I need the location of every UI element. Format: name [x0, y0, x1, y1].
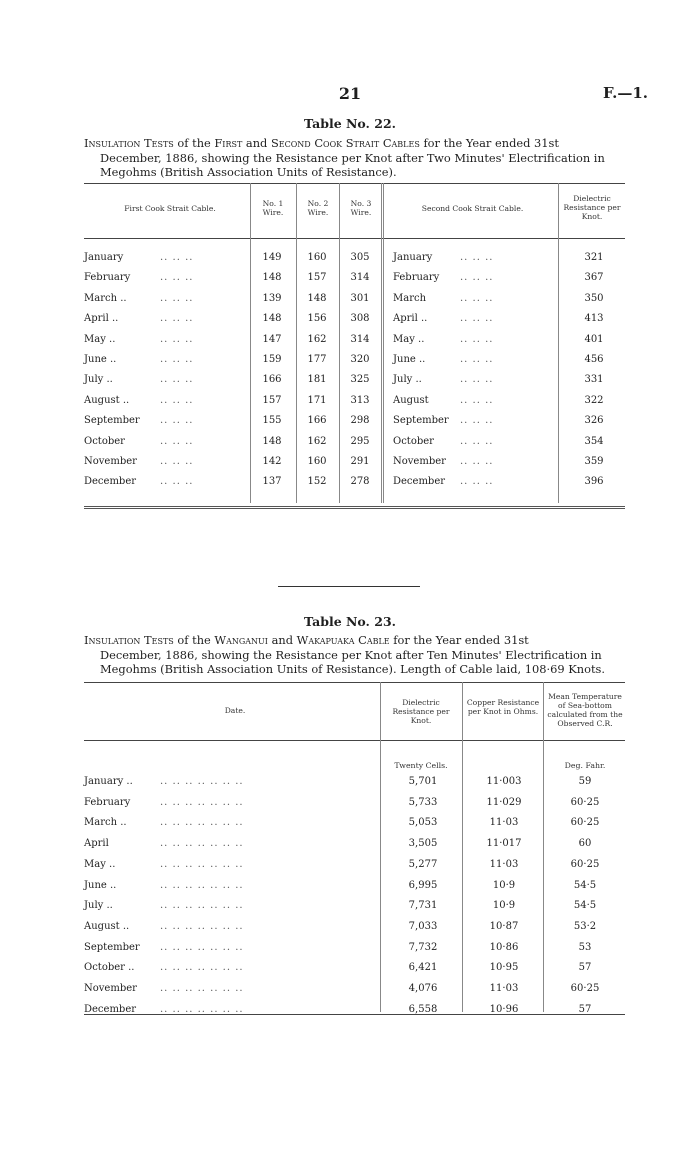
wire3-value: 305	[350, 252, 370, 263]
caption-part: and	[267, 633, 297, 647]
leaders: .. .. ..	[160, 456, 194, 467]
month: October	[393, 435, 434, 447]
table22-top-rule	[84, 183, 625, 184]
table23-bottom-rule	[84, 1014, 625, 1015]
table-row	[84, 838, 625, 858]
month: September	[393, 415, 449, 427]
leaders: .. .. .. .. .. .. ..	[160, 983, 244, 994]
copper-value: 10·86	[489, 941, 519, 953]
table-row	[84, 293, 625, 313]
leaders: .. .. .. .. .. .. ..	[160, 920, 244, 932]
copper-value: 11·003	[486, 776, 522, 787]
copper-value: 10·96	[489, 1003, 519, 1015]
month: March	[393, 292, 427, 304]
leaders: .. .. .. .. .. .. ..	[160, 838, 244, 850]
leaders: .. .. .. .. .. .. ..	[160, 858, 244, 870]
temp-value: 60·25	[570, 983, 600, 994]
month: October ..	[84, 962, 135, 974]
caption-part: First	[214, 136, 243, 150]
month: July ..	[84, 374, 113, 386]
month: January	[84, 252, 124, 263]
month: May ..	[393, 333, 425, 345]
wire2-value: 156	[307, 313, 327, 325]
temp-value: 60·25	[570, 858, 600, 870]
table23-header-temp: Mean Temperature of Sea-bottom calculated from the Observed C.R.	[547, 692, 623, 728]
leaders: .. .. ..	[460, 292, 494, 304]
table22-header-wire1: No. 1 Wire.	[262, 199, 284, 217]
month: September	[84, 415, 140, 427]
section-separator	[278, 586, 420, 587]
dielectric-value: 4,076	[408, 983, 438, 994]
month: August ..	[84, 920, 130, 932]
leaders: .. .. ..	[460, 415, 494, 427]
temp-value: 54·5	[573, 900, 597, 912]
month: June ..	[84, 879, 117, 891]
dielectric-value: 3,505	[408, 838, 438, 850]
wire2-value: 157	[307, 272, 327, 284]
month: March ..	[84, 292, 127, 304]
caption-part: Wakapuaka Cable	[296, 633, 390, 647]
table23-caption	[84, 633, 625, 677]
table-row	[84, 334, 625, 354]
leaders: .. .. ..	[460, 272, 494, 284]
table22-header-first: First Cook Strait Cable.	[124, 204, 216, 213]
table22-caption	[84, 136, 625, 180]
caption-part: Insulation Tests	[84, 136, 174, 150]
table-row	[84, 374, 625, 394]
table-row	[84, 797, 625, 817]
month: November	[84, 983, 137, 994]
leaders: .. .. .. .. .. .. ..	[160, 1003, 244, 1015]
caption-line: December, 1886, showing the Resistance per Knot after Two Minutes' Electrification in	[100, 150, 605, 165]
caption-line: Megohms (British Association Units of Resistance).	[100, 165, 397, 179]
table23-title: Table No. 23.	[304, 614, 396, 629]
table-row	[84, 817, 625, 837]
month: August	[393, 394, 429, 406]
temp-value: 60	[578, 838, 592, 850]
table23-header-date: Date.	[224, 706, 246, 715]
wire3-value: 278	[350, 476, 370, 488]
leaders: .. .. ..	[460, 354, 494, 365]
wire3-value: 314	[350, 272, 370, 284]
leaders: .. .. ..	[460, 313, 494, 325]
dielectric-value: 7,033	[408, 920, 438, 932]
table-row	[84, 900, 625, 920]
wire1-value: 149	[262, 252, 282, 263]
month: November	[84, 456, 137, 467]
dielectric-value: 6,995	[408, 879, 438, 891]
month: March ..	[84, 817, 127, 829]
caption-line: December, 1886, showing the Resistance per Knot after Ten Minutes' Electrification in	[100, 647, 602, 662]
copper-value: 10·9	[492, 900, 516, 912]
leaders: .. .. ..	[160, 333, 194, 345]
leaders: .. .. .. .. .. .. ..	[160, 776, 244, 787]
dielectric-value: 413	[584, 313, 604, 325]
month: September	[84, 941, 140, 953]
table22-header-wire2: No. 2 Wire.	[307, 199, 329, 217]
month: February	[84, 272, 131, 284]
month: April	[84, 838, 109, 850]
dielectric-value: 401	[584, 333, 604, 345]
table23-header-copper: Copper Resistance per Knot in Ohms.	[466, 698, 540, 716]
wire1-value: 159	[262, 354, 282, 365]
table-row	[84, 942, 625, 962]
wire2-value: 162	[307, 435, 327, 447]
wire3-value: 308	[350, 313, 370, 325]
temp-value: 57	[578, 1003, 592, 1015]
leaders: .. .. ..	[160, 354, 194, 365]
table-row	[84, 354, 625, 374]
leaders: .. .. ..	[160, 252, 194, 263]
dielectric-value: 321	[584, 252, 604, 263]
month: June ..	[84, 354, 117, 365]
table22-bottom-rule	[84, 506, 625, 509]
wire1-value: 148	[262, 272, 282, 284]
leaders: .. .. .. .. .. .. ..	[160, 900, 244, 912]
copper-value: 11·03	[489, 817, 519, 829]
table-row	[84, 921, 625, 941]
wire3-value: 314	[350, 333, 370, 345]
month: April ..	[84, 313, 119, 325]
page-number: 21	[338, 84, 362, 103]
wire3-value: 301	[350, 292, 370, 304]
leaders: .. .. .. .. .. .. ..	[160, 962, 244, 974]
dielectric-value: 6,421	[408, 962, 438, 974]
leaders: .. .. ..	[460, 394, 494, 406]
wire2-value: 160	[307, 456, 327, 467]
caption-part: and	[242, 136, 271, 150]
caption-part: Second Cook Strait Cables	[270, 136, 420, 150]
dielectric-value: 367	[584, 272, 604, 284]
copper-value: 10·87	[489, 920, 519, 932]
table-row	[84, 456, 625, 476]
table22-header-wire3: No. 3 Wire.	[350, 199, 372, 217]
leaders: .. .. .. .. .. .. ..	[160, 796, 244, 808]
leaders: .. .. ..	[460, 333, 494, 345]
wire2-value: 177	[307, 354, 327, 365]
temp-value: 60·25	[570, 817, 600, 829]
unit-dielectric: Twenty Cells.	[394, 761, 448, 770]
wire1-value: 142	[262, 456, 282, 467]
dielectric-value: 322	[584, 394, 604, 406]
month: January ..	[84, 776, 133, 787]
temp-value: 60·25	[570, 796, 600, 808]
wire1-value: 157	[262, 394, 282, 406]
month: October	[84, 435, 125, 447]
leaders: .. .. ..	[460, 476, 494, 488]
table-row	[84, 776, 625, 796]
wire2-value: 148	[307, 292, 327, 304]
table22-title: Table No. 22.	[304, 116, 396, 131]
leaders: .. .. .. .. .. .. ..	[160, 879, 244, 891]
month: December	[393, 476, 446, 488]
dielectric-value: 6,558	[408, 1003, 438, 1015]
dielectric-value: 354	[584, 435, 604, 447]
dielectric-value: 7,732	[408, 941, 438, 953]
temp-value: 53	[578, 941, 592, 953]
leaders: .. .. ..	[160, 292, 194, 304]
table-row	[84, 436, 625, 456]
month: July ..	[393, 374, 422, 386]
copper-value: 11·03	[489, 858, 519, 870]
wire2-value: 162	[307, 333, 327, 345]
month: January	[393, 252, 433, 263]
leaders: .. .. .. .. .. .. ..	[160, 817, 244, 829]
caption-line: Megohms (British Association Units of Resistance). Length of Cable laid, 108·69 Knots.	[100, 662, 605, 676]
wire1-value: 139	[262, 292, 282, 304]
wire3-value: 295	[350, 435, 370, 447]
leaders: .. .. ..	[460, 435, 494, 447]
leaders: .. .. ..	[460, 456, 494, 467]
table-row	[84, 313, 625, 333]
temp-value: 57	[578, 962, 592, 974]
leaders: .. .. ..	[160, 476, 194, 488]
wire1-value: 148	[262, 313, 282, 325]
leaders: .. .. ..	[160, 435, 194, 447]
page-reference: F.—1.	[602, 84, 648, 102]
leaders: .. .. ..	[160, 374, 194, 386]
caption-part: Insulation Tests	[84, 633, 174, 647]
copper-value: 11·017	[486, 838, 522, 850]
month: December	[84, 476, 137, 488]
table-row	[84, 395, 625, 415]
dielectric-value: 331	[584, 374, 604, 386]
caption-part: Wanganui	[214, 633, 268, 647]
temp-value: 54·5	[573, 879, 597, 891]
wire1-value: 166	[262, 374, 282, 386]
temp-value: 53·2	[573, 920, 597, 932]
wire1-value: 147	[262, 333, 282, 345]
dielectric-value: 7,731	[408, 900, 438, 912]
wire3-value: 298	[350, 415, 370, 427]
month: November	[393, 456, 446, 467]
table-row	[84, 272, 625, 292]
table-row	[84, 859, 625, 879]
leaders: .. .. ..	[160, 272, 194, 284]
wire2-value: 152	[307, 476, 327, 488]
copper-value: 11·029	[486, 796, 522, 808]
leaders: .. .. ..	[160, 394, 194, 406]
table-row	[84, 962, 625, 982]
unit-temp: Deg. Fahr.	[564, 761, 606, 770]
month: July ..	[84, 900, 113, 912]
dielectric-value: 5,277	[408, 858, 438, 870]
wire2-value: 181	[307, 374, 327, 386]
month: May ..	[84, 333, 116, 345]
table-row	[84, 880, 625, 900]
table22-header-second: Second Cook Strait Cable.	[421, 204, 524, 213]
wire2-value: 166	[307, 415, 327, 427]
wire2-value: 171	[307, 394, 327, 406]
wire3-value: 320	[350, 354, 370, 365]
table-row	[84, 415, 625, 435]
table23-header-dielectric: Dielectric Resistance per Knot.	[392, 698, 450, 725]
month: June ..	[393, 354, 426, 365]
caption-part: of the	[173, 633, 215, 647]
caption-part: of the	[173, 136, 215, 150]
wire1-value: 155	[262, 415, 282, 427]
temp-value: 59	[578, 776, 592, 787]
month: February	[393, 272, 440, 284]
dielectric-value: 5,733	[408, 796, 438, 808]
leaders: .. .. .. .. .. .. ..	[160, 941, 244, 953]
dielectric-value: 359	[584, 456, 604, 467]
dielectric-value: 326	[584, 415, 604, 427]
wire1-value: 148	[262, 435, 282, 447]
leaders: .. .. ..	[460, 374, 494, 386]
table-row	[84, 252, 625, 272]
wire1-value: 137	[262, 476, 282, 488]
dielectric-value: 5,701	[408, 776, 438, 787]
copper-value: 10·95	[489, 962, 519, 974]
leaders: .. .. ..	[160, 313, 194, 325]
leaders: .. .. ..	[460, 252, 494, 263]
dielectric-value: 350	[584, 292, 604, 304]
wire3-value: 313	[350, 394, 370, 406]
copper-value: 11·03	[489, 983, 519, 994]
month: April ..	[393, 313, 428, 325]
wire2-value: 160	[307, 252, 327, 263]
month: August ..	[84, 394, 130, 406]
month: December	[84, 1003, 137, 1015]
month: February	[84, 796, 131, 808]
table22-header-rule	[84, 238, 625, 239]
table-row	[84, 983, 625, 1003]
caption-part: for the Year ended 31st	[389, 633, 529, 647]
table22-header-dielectric: Dielectric Resistance per Knot.	[563, 194, 621, 221]
month: May ..	[84, 858, 116, 870]
copper-value: 10·9	[492, 879, 516, 891]
caption-part: for the Year ended 31st	[419, 136, 559, 150]
wire3-value: 325	[350, 374, 370, 386]
dielectric-value: 396	[584, 476, 604, 488]
leaders: .. .. ..	[160, 415, 194, 427]
dielectric-value: 5,053	[408, 817, 438, 829]
table-row	[84, 476, 625, 496]
dielectric-value: 456	[584, 354, 604, 365]
wire3-value: 291	[350, 456, 370, 467]
